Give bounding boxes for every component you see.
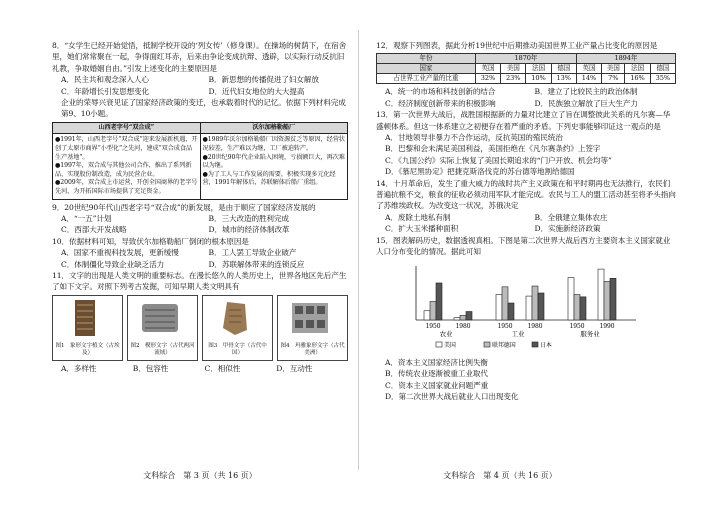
q12-country-cell: 美国 [602,64,625,74]
q12-row1-label: 国家 [377,64,476,74]
table-header-1: 山西老字号“双合成” [53,122,201,134]
bar-联邦德国 [502,286,508,319]
q12-row2-label: 占世界工业产量的比重 [377,74,476,84]
q12-table [376,53,676,84]
page-divider [358,30,359,470]
year-tick-label: 1980 [527,322,543,330]
q12-country-cell: 美国 [501,64,526,74]
q8-option-d[interactable]: D．近代妇女地位的大大提高 [208,86,305,96]
bar-联邦德国 [604,281,610,320]
q8-stem: 8．“女学生已经开始觉悟，抵制学校开设的‘列女传’（修身课）。在操场的树荫下，在宿舍里，她们常常聚在一起，争得面红耳赤，后来由争论变成抗辩、透辟，以实际行动反抗旧礼教，争取婚姻自由。”引发上述变化的主要原因是 [52,41,347,73]
year-tick-label: 1950 [569,322,585,330]
q12-country-cell: 德国 [551,64,576,74]
q9-stem: 9．20世纪90年代山西老字号“双合成”的新发展，是由于顺应了国家经济发展的 [52,202,316,212]
q14-option-b[interactable]: B．全俄建立集体农庄 [534,212,608,222]
q14-option-d[interactable]: D．实施新经济政策 [534,224,601,234]
group-label: 工业 [511,329,525,338]
bar-联邦德国 [460,315,466,320]
q11-option-b[interactable]: B．包容性 [132,363,169,373]
figure-1-caption: 图1 象形文字植文（古埃及） [55,342,120,356]
q12-stem: 12．观察下列图表，据此分析19世纪中后期推动美国世界工业产量占比变化的原因是 [376,41,658,50]
q12-option-b[interactable]: B．建立了比较民主的政治体制 [534,87,638,97]
legend-swatch [436,342,442,347]
q15-option-a[interactable]: A．资本主义国家经济比例失衡 [385,357,488,367]
q10-options [52,247,348,270]
q12-country-cell: 德国 [650,64,675,74]
q12-country-cell: 法国 [625,64,650,74]
page-4-footer: 文科综合 第 4 页（共 16 页） [443,471,557,480]
q11-option-d[interactable]: D．互动性 [276,363,313,373]
q13-option-c[interactable]: C．《九国公约》实际上恢复了美国长期追求的“门户开放、机会均等” [385,155,612,165]
q9-option-d[interactable]: D．城市的经济体制改革 [208,225,290,235]
q12-options [376,86,676,109]
q12-share-cell: 23% [501,74,526,84]
q9-option-b[interactable]: B．三大改造的胜利完成 [208,214,289,223]
q11-images [52,295,348,361]
q15-option-b[interactable]: B．传统农业逐渐被重工业取代 [385,369,488,379]
material-table [52,122,348,200]
q12-share-cell: 7% [602,74,625,84]
bar-日本 [508,303,514,320]
bar-联邦德国 [574,294,580,319]
q14-stem: 14．十月革命后，发生了重大威力的战时共产主义政策在和平时期再也无法推行，农民们普遍抗粮不交，粮食的征收必须动用军队才能完成。农民与工人的盟工活动甚至将矛头指向了苏维埃政权。为改变这一状况，苏俄决定 [376,178,676,211]
q15-stem: 15．图表解码历史，数据透视真相。下图是第二次世界大战后西方主要资本主义国家就业人口分布变化的情况。据此可知 [376,235,671,257]
q8-option-a[interactable]: A．民主共和观念深入人心 [61,75,149,85]
q15-option-d[interactable]: D．第二次世界大战后就业人口出现变化 [385,392,519,402]
q12-share-cell: 10% [526,74,551,84]
q12-option-c[interactable]: C．经济制度创新带来的积极影响 [385,98,496,108]
q12-share-cell: 13% [551,74,576,84]
q12-country-cell: 英国 [475,64,500,74]
page-3-content [52,40,348,374]
bar-美国 [424,310,430,319]
hieroglyph-image [65,300,105,336]
q14-option-a[interactable]: A．废除土地私有制 [385,212,451,222]
legend-label: 美国 [444,341,456,349]
legend-label: 联邦德国 [492,341,516,349]
table-cell-1: ●1991年，山西老字号“双合成”迎来发展新机遇，开创了太原市商界“小型化”之先河，建成“双合成食品生产基地”。 ●1997年，双合成与其他公司合作，推出了系列新品，实现股份制改造，成为民营企业。 ●2009年，双合成上市运营，开创全国商界的老字号先河，为开拓国际市场提供了充足资金。 [53,134,201,199]
q11-option-a[interactable]: A．多样性 [61,363,97,373]
bar-日本 [538,293,544,320]
q12-country-cell: 法国 [526,64,551,74]
q13-option-b[interactable]: B．巴黎和会未满足美国利益，美国拒绝在《凡尔赛条约》上签字 [385,144,601,154]
bar-日本 [580,296,586,319]
q9-options [52,213,348,236]
q14-options [376,212,676,235]
figure-3-caption: 图3 甲骨文字（古代中国） [208,342,267,356]
q10-option-b[interactable]: B．工人罢工导致企业破产 [208,248,297,258]
q11-option-c[interactable]: C．相似性 [204,363,241,373]
q11-options [52,363,348,374]
legend-swatch [484,342,490,347]
q13-option-a[interactable]: A．甘地领导非暴力不合作运动，反抗英国的殖民统治 [385,133,563,143]
q10-option-d[interactable]: D．苏联解体带来的连锁反应 [208,259,305,269]
q12-share-cell: 14% [576,74,601,84]
figure-2-caption: 图2 楔形文字（古代两河流域） [130,342,195,356]
group-label: 服务业 [580,329,600,338]
employment-bar-chart [376,260,676,354]
bar-美国 [454,317,460,319]
maya-glyph-image [290,300,330,336]
q15-option-c[interactable]: C．资本主义国家就业问题严重 [385,380,489,390]
q10-stem: 10．依据材料可知，导致伏尔加格勒船厂倒闭的根本原因是 [52,236,249,246]
group-label: 农业 [439,329,453,338]
q11-stem: 11．文字的出现是人类文明的重要标志。在漫长悠久的人类历史上，世界各地区先后产生了如下文字。对照下列考古发掘，可知早期人类文明具有 [52,271,347,292]
figure-3 [202,295,273,361]
q12-share-cell: 16% [625,74,650,84]
q12-col-label: 年份 [377,54,476,64]
q14-option-c[interactable]: C．扩大玉米播种面积 [385,224,459,234]
legend-label: 日本 [540,341,552,349]
q13-option-d[interactable]: D．《慕尼黑协定》把捷克斯洛伐克的苏台德等地割给德国 [385,167,575,177]
figure-4 [277,295,348,361]
material-intro: 企业的荣辱兴衰见证了国家经济政策的变迁，也承载着时代的记忆。依据下列材料完成第9、10小题。 [61,98,346,119]
legend-swatch [532,342,538,347]
q12-share-cell: 32% [475,74,500,84]
page-4 [360,0,720,509]
q8-option-b[interactable]: B．新思想的传播促进了妇女解放 [208,75,319,85]
q9-option-a[interactable]: A．“一五”计划 [61,214,112,223]
q8-options [52,74,348,97]
table-header-2: 沃尔加格勒船厂 [200,122,348,134]
page-3-footer: 文科综合 第 3 页（共 16 页） [143,471,257,480]
figure-1 [52,295,123,361]
page-4-content [376,40,676,403]
q13-stem: 13．第一次世界大战后，战胜国根据新的力量对比建立了旨在调整彼此关系的凡尔赛—华盛顿体系。但这一体系建立之初便存在着严重的矛盾。下列史事能够印证这一观点的是 [376,110,671,131]
table-cell-2: ●1989年沃尔加格勒船厂因资源贫乏等原因，经营状况较差，生产难以为继，工厂被迫转产。 ●20世纪90年代企业陷入困境，亏损额巨大，再次难以为继。 ●为了工人与工作发展的需要，积极实现多元化经营，1991年解体后，苏联解体后船厂重组。 [200,134,348,199]
q12-option-a[interactable]: A．统一的市场和科技创新的结合 [385,87,496,97]
q12-year-2: 1894年 [576,54,675,64]
q12-country-cell: 英国 [576,64,601,74]
bar-美国 [526,296,532,320]
bar-日本 [436,282,442,319]
year-tick-label: 1950 [425,322,441,330]
figure-4-caption: 图4 玛雅象形文字（古代美洲） [280,342,345,356]
year-tick-label: 1950 [497,322,513,330]
bar-美国 [496,294,502,319]
bar-联邦德国 [532,286,538,320]
q10-option-c[interactable]: C．体制僵化导致企业缺乏活力 [61,259,165,269]
bar-日本 [466,311,472,319]
bar-美国 [568,277,574,319]
q10-option-a[interactable]: A．国家不重视科技发展，更新缓慢 [61,248,179,258]
oracle-bone-image [215,300,255,336]
bar-联邦德国 [430,301,436,320]
q9-option-c[interactable]: C．西部大开发战略 [61,225,127,235]
cuneiform-image [140,300,180,336]
year-tick-label: 1980 [455,322,471,330]
year-tick-label: 1990 [599,322,615,330]
bar-美国 [598,269,604,320]
q8-option-c[interactable]: C．年龄增长引发思想变化 [61,86,150,96]
q12-share-cell: 35% [650,74,675,84]
figure-2 [127,295,198,361]
bar-日本 [610,278,616,320]
q12-option-d[interactable]: D．民族独立解放了巨大生产力 [534,98,638,108]
q12-year-1: 1870年 [475,54,576,64]
